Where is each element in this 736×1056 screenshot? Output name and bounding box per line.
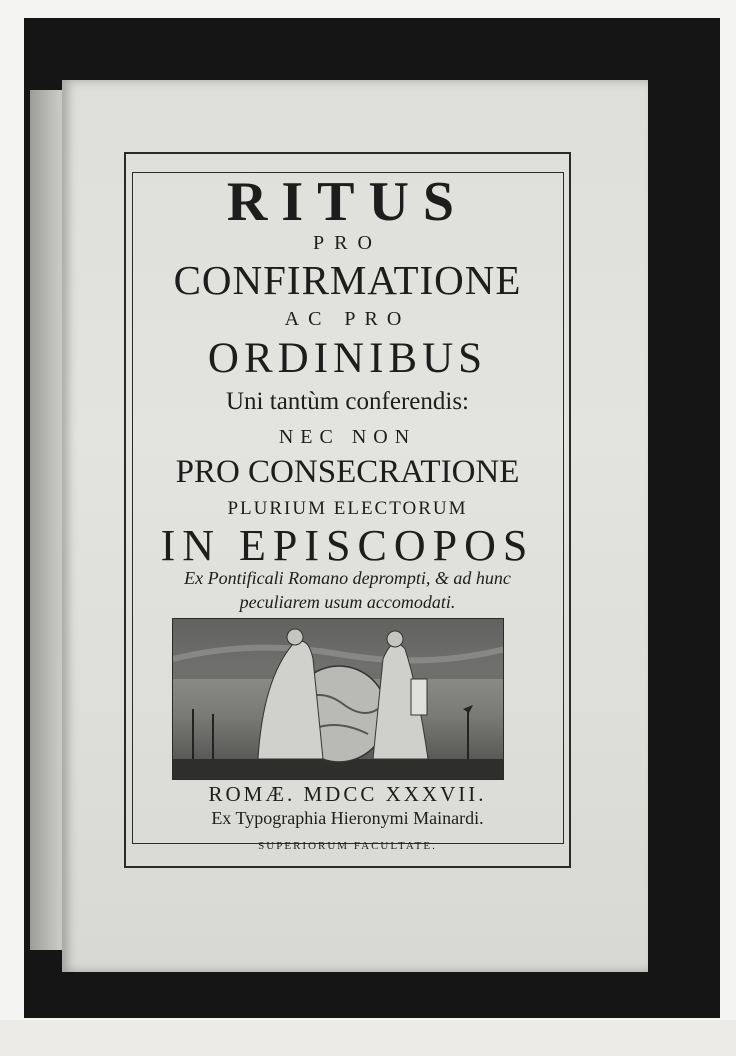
- title-pro-consecratione: PRO CONSECRATIONE: [175, 454, 520, 490]
- title-nec-non: NEC NON: [278, 426, 417, 448]
- imprint-permission: SUPERIORUM FACULTATE.: [258, 840, 437, 852]
- title-confirmatione: CONFIRMATIONE: [173, 257, 522, 303]
- photo-margin: [0, 1020, 736, 1056]
- title-ac-pro: AC PRO: [284, 308, 411, 330]
- title-pro: PRO: [313, 232, 382, 254]
- engraving-vignette: [172, 618, 504, 780]
- title-plurium-electorum: PLURIUM ELECTORUM: [227, 498, 468, 519]
- title-ordinibus: ORDINIBUS: [207, 335, 488, 382]
- title-ritus: RITUS: [226, 171, 469, 233]
- title-uni-tantum: Uni tantùm conferendis:: [226, 388, 469, 415]
- imprint-printer: Ex Typographia Hieronymi Mainardi.: [211, 808, 484, 828]
- globe-allegory-illustration: [173, 619, 504, 780]
- title-in-episcopos: IN EPISCOPOS: [160, 521, 535, 570]
- subtitle-line-1: Ex Pontificali Romano deprompti, & ad hunc: [184, 568, 511, 588]
- imprint-place-date: ROMÆ. MDCC XXXVII.: [208, 782, 487, 806]
- subtitle-line-2: peculiarem usum accomodati.: [239, 592, 456, 612]
